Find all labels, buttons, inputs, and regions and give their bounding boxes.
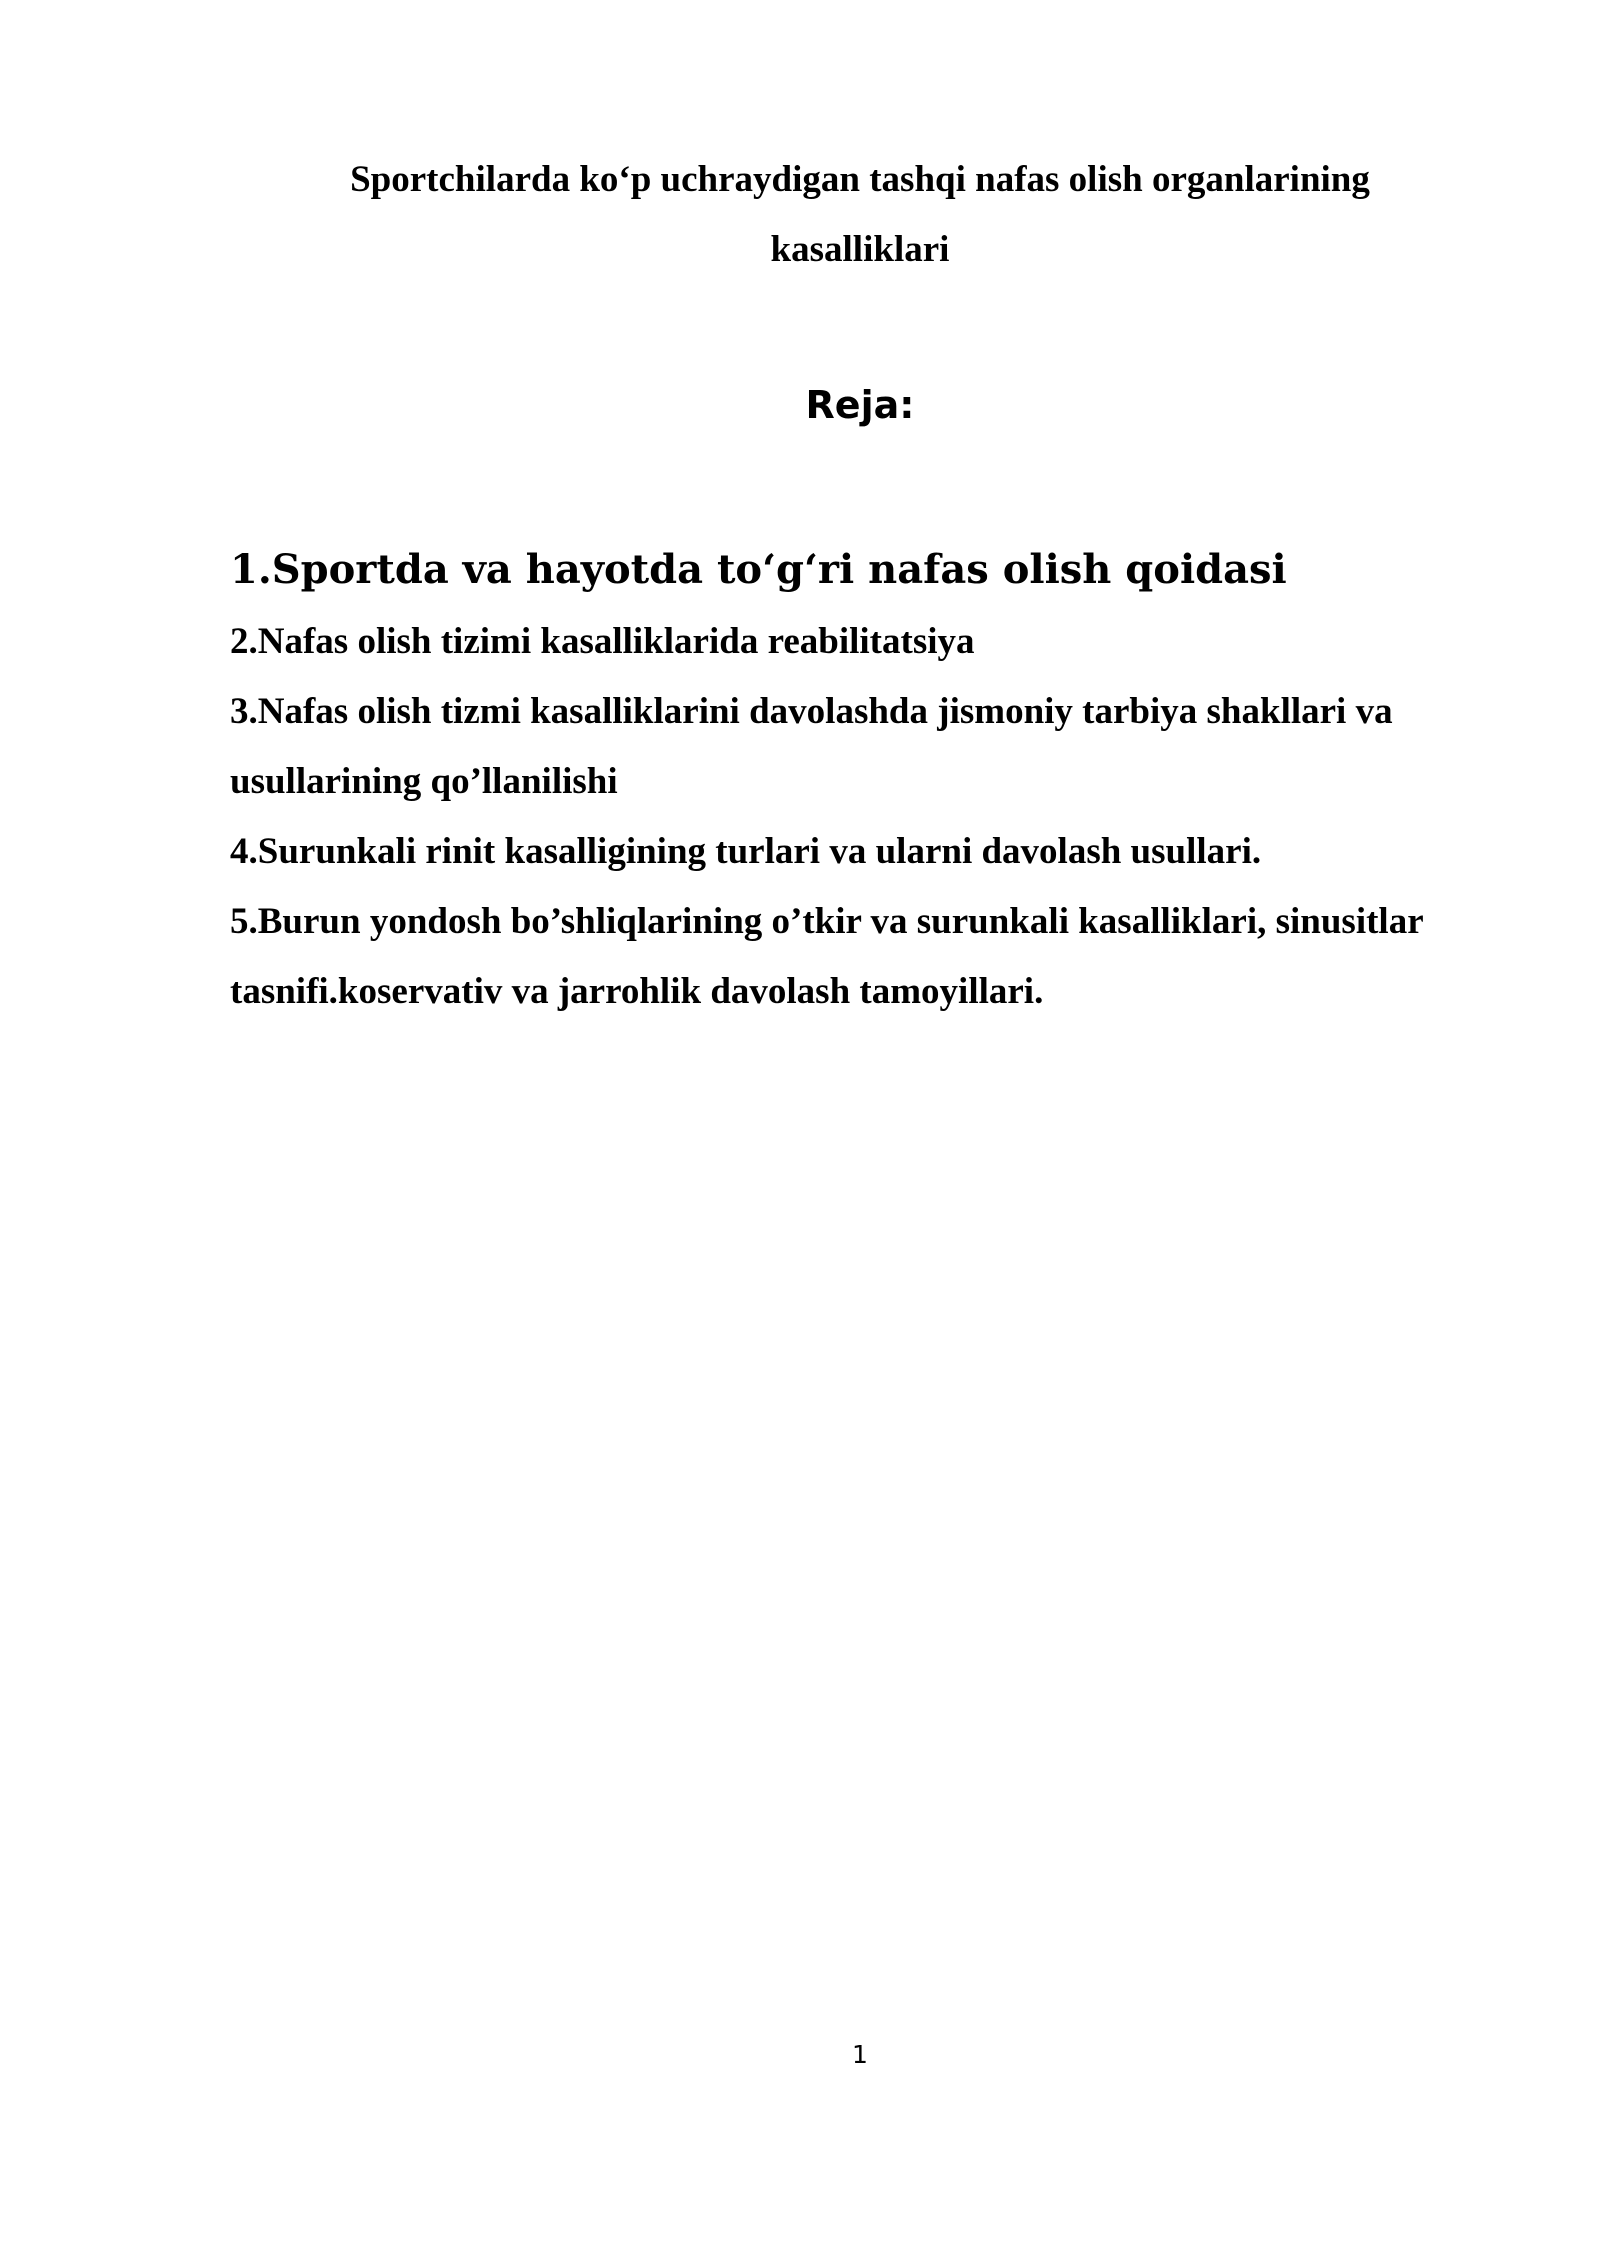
page-number: 1 — [852, 2040, 868, 2069]
document-title-line-1: Sportchilarda ko‘p uchraydigan tashqi nafas olish organlarining — [350, 159, 1370, 200]
plan-item-2: 2.Nafas olish tizimi kasalliklarida reabilitatsiya — [230, 621, 975, 662]
plan-item-3: 3.Nafas olish tizmi kasalliklarini davolashda jismoniy tarbiya shakllari va usullarining qo’llanilishi — [230, 691, 1393, 802]
document-title — [230, 145, 1490, 285]
plan-item-5: 5.Burun yondosh bo’shliqlarining o’tkir va surunkali kasalliklari, sinusitlar tasnifi.koservativ va jarrohlik davolash tamoyillari. — [230, 901, 1423, 1012]
plan-heading: Reja: — [805, 383, 915, 427]
document-title-line-2: kasalliklari — [770, 229, 950, 270]
plan-item-4: 4.Surunkali rinit kasalligining turlari va ularni davolash usullari. — [230, 831, 1262, 872]
plan-item-1: 1.Sportda va hayotda to‘g‘ri nafas olish qoidasi — [230, 546, 1287, 593]
plan-list — [230, 535, 1500, 1027]
